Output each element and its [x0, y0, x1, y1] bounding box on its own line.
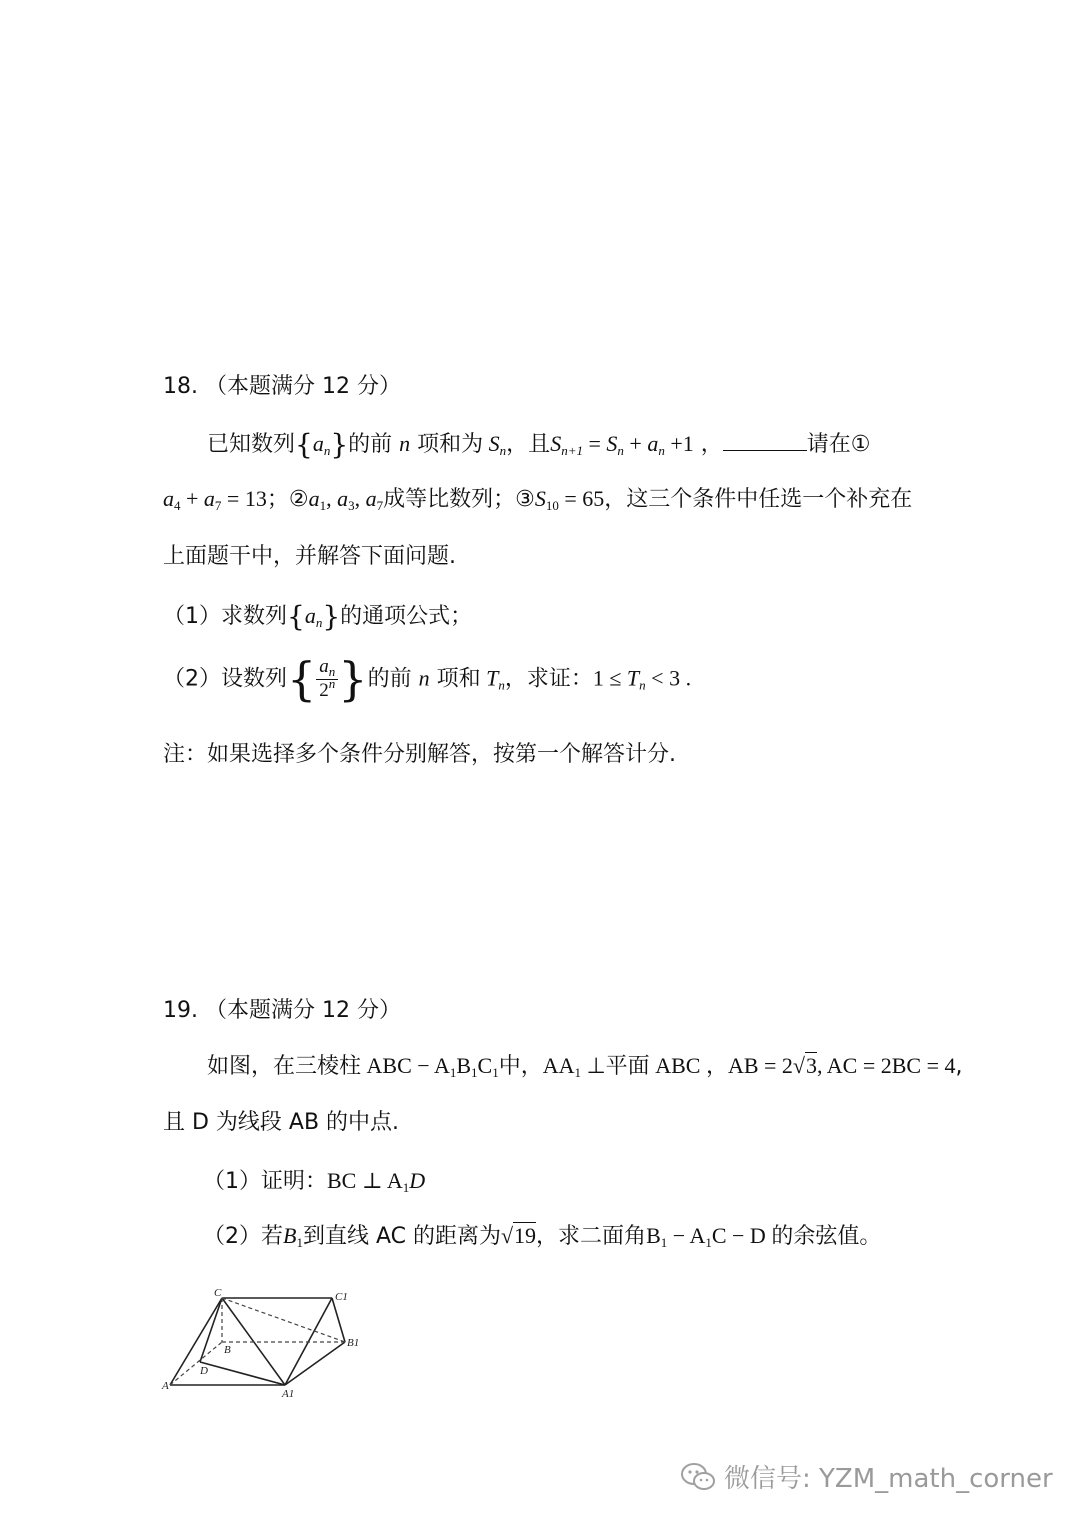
edge-AB — [170, 1342, 222, 1385]
edge-AC — [170, 1298, 222, 1385]
q18-stem-line2: $a_4 + a_7 = 13$；$②a_1$, $a_3$, $a_7$成等比数列；$③S_{10} = 65$，这三个条件中任选一个补充在 — [163, 486, 913, 513]
answer-blank — [723, 432, 807, 451]
watermark: 微信号: YZM_math_corner — [680, 1458, 1053, 1495]
label-A1: A1 — [282, 1388, 295, 1400]
edge-CB1 — [222, 1298, 345, 1342]
label-C1: C1 — [335, 1291, 348, 1303]
edge-A1B1 — [285, 1342, 345, 1385]
label-D: D — [200, 1365, 208, 1377]
wechat-icon — [680, 1462, 716, 1492]
q19-part2: （2）若$B_1$到直线 AC 的距离为√19，求二面角$B_1 - A_1C - D$ 的余弦值。 — [203, 1223, 882, 1250]
q19-header: 19. （本题满分 12 分） — [163, 998, 401, 1023]
q18-header: 18. （本题满分 12 分） — [163, 374, 401, 399]
edge-DA1 — [200, 1362, 285, 1385]
q18-part2: （2）设数列{ $\frac{a_n}{2^n}$ }的前 n 项和 $T_n$，求证：$1 \le T_n < 3$ . — [163, 652, 692, 706]
fraction-an-over-2n: $\frac{a_n}{2^n}$ — [316, 656, 338, 703]
label-B1: B1 — [347, 1337, 360, 1349]
q18-stem-line3: 上面题干中，并解答下面问题. — [163, 544, 456, 569]
label-B: B — [224, 1344, 231, 1356]
prism-figure — [160, 1270, 360, 1405]
label-C: C — [214, 1287, 222, 1299]
q19-stem-line2: 且 D 为线段 AB 的中点. — [163, 1110, 400, 1135]
q19-part1: （1）证明：BC ⊥ $A_1D$ — [203, 1168, 426, 1195]
edge-C1B1 — [332, 1298, 345, 1342]
label-A: A — [162, 1380, 169, 1392]
q19-stem-line1: 如图，在三棱柱 ABC − $A_1B_1C_1$中，$AA_1$ ⊥平面 ABC ，AB = 2√3, AC = 2BC = 4, — [207, 1053, 963, 1080]
q18-stem-line1: 已知数列$\{a_n\}$的前 n 项和为 $S_n$，且$S_{n+1} = S_n + a_n +1$ ， 请在① — [207, 428, 871, 461]
q18-part1: （1）求数列$\{a_n\}$的通项公式； — [163, 600, 473, 633]
q18-note: 注：如果选择多个条件分别解答，按第一个解答计分. — [163, 742, 676, 767]
